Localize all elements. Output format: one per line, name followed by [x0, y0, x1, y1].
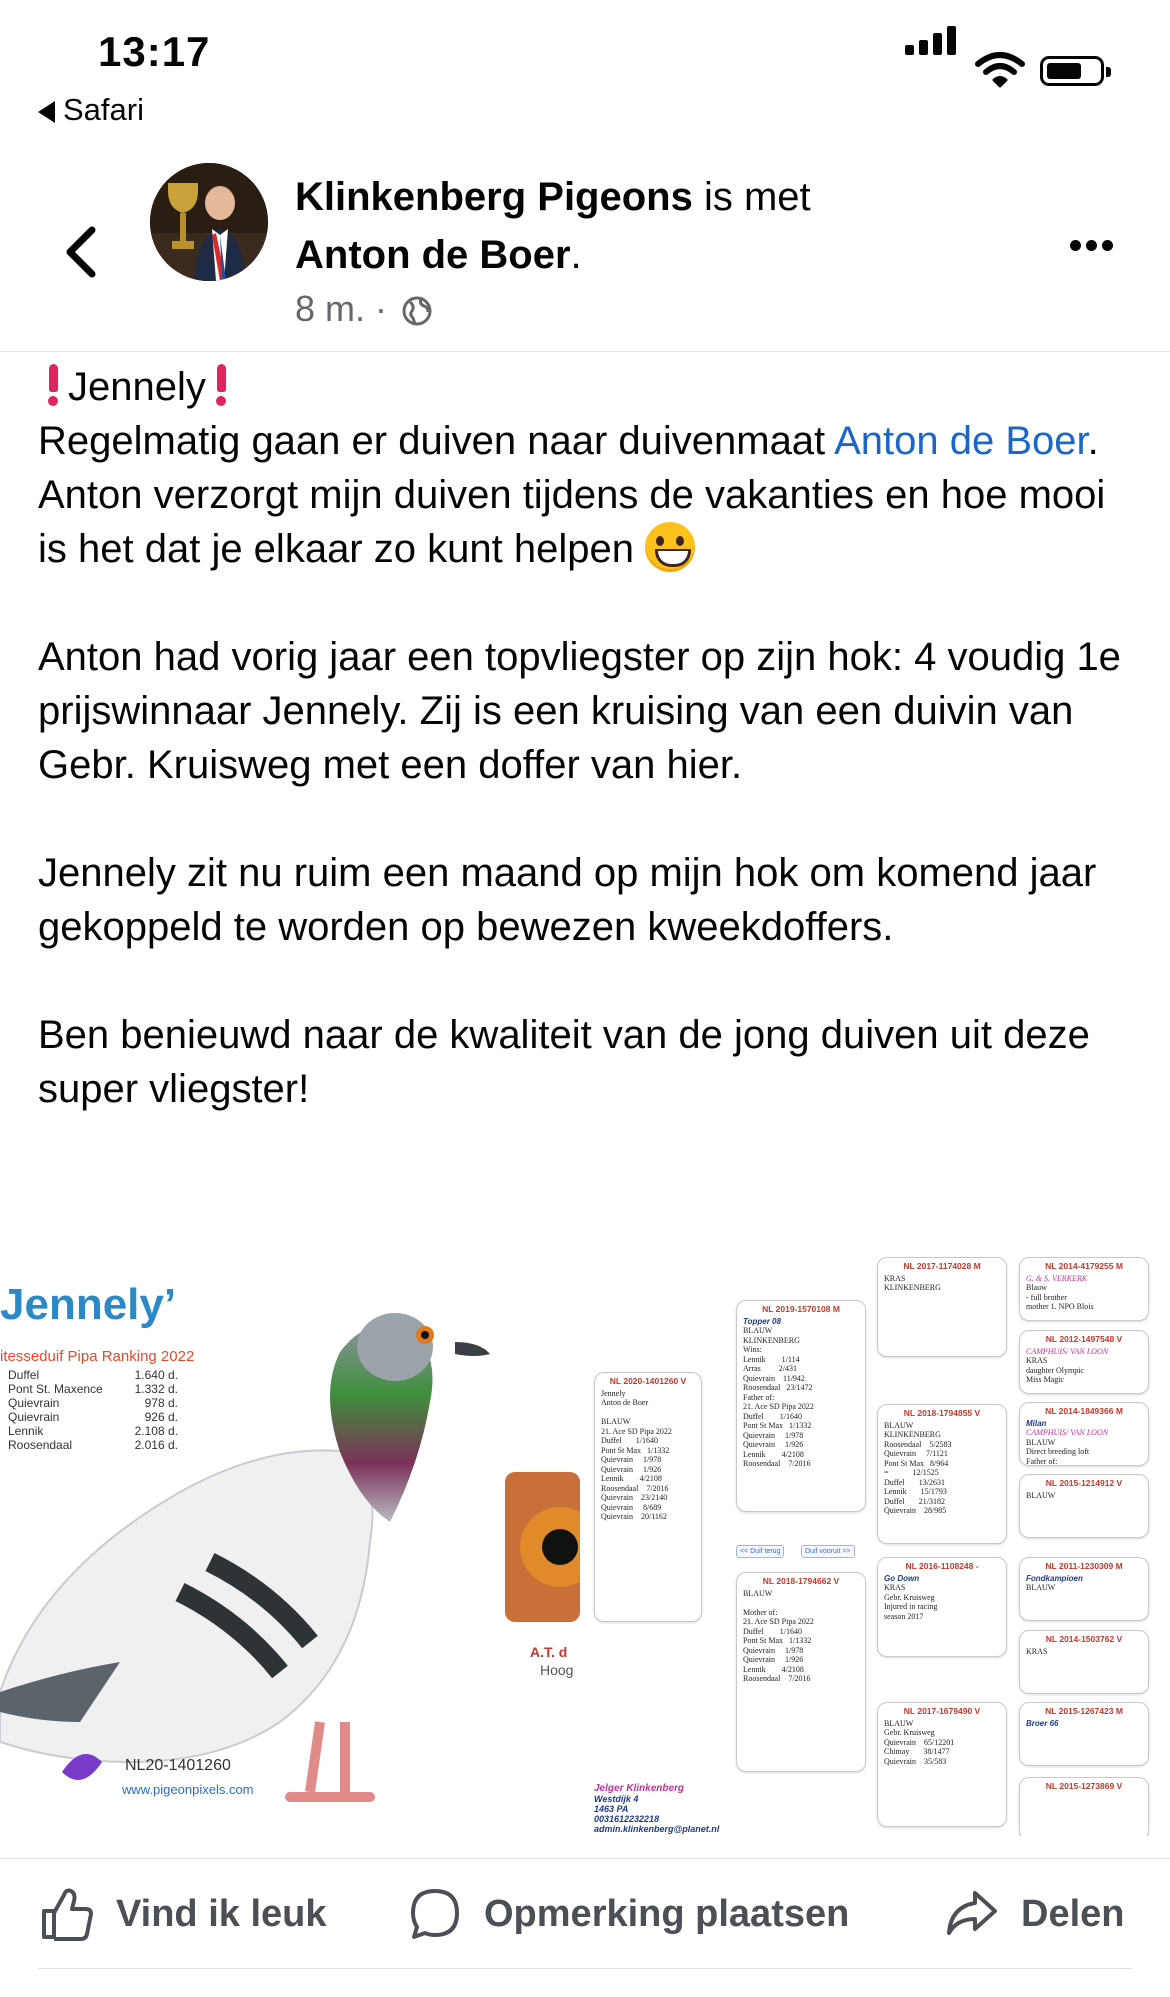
pedigree-card-subject: NL 2020-1401260 V Jennely Anton de Boer BLAUW 21. Ace SD Pipa 2022 Duffel 1/1640 Pont St Max 1/1332 Quievrain 1/978 Quievrain 1/926 Lennik 4/2108 Roosendaal 7/2016 Quievrain 23/2140 Quievrain 8/689 Quievrain 20/1162 — [594, 1372, 702, 1622]
previous-pigeon-button[interactable]: << Duif terug — [736, 1545, 784, 1558]
more-options-button[interactable] — [1070, 238, 1118, 256]
stat-row: Lennik 2.108 d. — [8, 1424, 178, 1438]
paragraph-1 — [38, 414, 1138, 576]
post-title — [295, 168, 895, 284]
like-label: Vind ik leuk — [116, 1892, 327, 1935]
post-heading — [38, 360, 1138, 414]
pedigree-card-grandfather-1: NL 2017-1174028 M KRAS KLINKENBERG — [877, 1257, 1007, 1357]
meta-separator: · — [375, 288, 388, 329]
thumbs-up-icon — [38, 1885, 96, 1943]
heading-text: Jennely — [68, 365, 206, 409]
share-button[interactable] — [943, 1859, 1124, 1969]
next-pigeon-button[interactable]: Duif vooruit >> — [801, 1545, 855, 1558]
pedigree-card-ancestor: NL 2012-1497548 V CAMPHUIS/ VAN LOON KRAS daughter Olympic Miss Magic — [1019, 1330, 1149, 1394]
paragraph-4: Ben benieuwd naar de kwaliteit van de jong duiven uit deze super vliegster! — [38, 1013, 1090, 1111]
tagged-suffix: . — [570, 233, 582, 277]
p1-text-b: . Anton verzorgt mijn duiven tijdens de vakanties en hoe mooi is het dat je elkaar zo kunt helpen — [38, 419, 1106, 571]
ring-number: NL20-1401260 — [125, 1757, 231, 1774]
back-chevron-icon[interactable] — [60, 222, 100, 282]
wifi-icon — [975, 52, 1025, 88]
comment-label: Opmerking plaatsen — [484, 1892, 850, 1935]
back-app-label: Safari — [63, 92, 144, 127]
post-time[interactable]: 8 m. — [295, 288, 366, 329]
pedigree-card-father: NL 2019-1570108 M Topper 08 BLAUW KLINKENBERG Wins: Lennik 1/114 Arras 2/431 Quievrain 11/942 Roosendaal 23/1472 Father of: 21. Ace SD Pipa 2022 Duffel 1/1640 Pont St Max 1/1332 Quievrain 1/978 Quievrain 1/926 Lennik 4/2108 Roosendaal 7/2016 — [736, 1300, 866, 1512]
author-avatar[interactable] — [150, 163, 268, 281]
pigeon-name: Jennely’ — [0, 1280, 177, 1329]
share-label: Delen — [1021, 1892, 1125, 1935]
globe-icon — [401, 295, 433, 327]
mention-link[interactable]: Anton de Boer — [834, 419, 1088, 463]
header-divider — [0, 351, 1170, 352]
like-button[interactable] — [38, 1859, 326, 1969]
post-actions — [0, 1858, 1170, 1969]
red-exclamation-icon — [46, 362, 60, 406]
paragraph-3: Jennely zit nu ruim een maand op mijn hok om komend jaar gekoppeld te worden op bewezen kweekdoffers. — [38, 851, 1097, 949]
pedigree-image[interactable] — [591, 1252, 1170, 1836]
tagged-name[interactable]: Anton de Boer — [295, 233, 571, 277]
pedigree-card-ancestor: NL 2014-1503762 V KRAS — [1019, 1630, 1149, 1694]
author-name[interactable]: Klinkenberg Pigeons — [295, 175, 693, 219]
pedigree-card-ancestor: NL 2015-1214912 V BLAUW — [1019, 1474, 1149, 1538]
battery-icon — [1040, 56, 1104, 86]
stat-row: Quievrain 978 d. — [8, 1396, 178, 1410]
with-text: is met — [703, 175, 811, 219]
dot-icon — [1070, 240, 1081, 251]
pigeon-subtitle: itesseduif Pipa Ranking 2022 — [0, 1348, 195, 1365]
pedigree-card-mother: NL 2018-1794662 V BLAUW Mother of: 21. Ace SD Pipa 2022 Duffel 1/1640 Pont St Max 1/1332 Quievrain 1/978 Quievrain 1/926 Lennik 4/2108 Roosendaal 7/2016 — [736, 1572, 866, 1772]
pigeon-illustration — [0, 1252, 580, 1836]
stat-row: Roosendaal 2.016 d. — [8, 1438, 178, 1452]
pedigree-card-ancestor: NL 2014-4179255 M G. & S. VERKERK Blauw - full brother mother 1. NPO Blois — [1019, 1257, 1149, 1321]
post-header — [0, 150, 1170, 350]
comment-bubble-icon — [406, 1885, 464, 1943]
paragraph-2: Anton had vorig jaar een topvliegster op zijn hok: 4 voudig 1e prijswinnaar Jennely. Zij is een kruising van een duivin van Gebr. Kruisweg met een doffer van hier. — [38, 635, 1121, 787]
share-arrow-icon — [943, 1885, 1001, 1943]
red-exclamation-icon — [214, 362, 228, 406]
avatar-photo — [150, 163, 268, 281]
pedigree-card-ancestor: NL 2011-1230309 M Fondkampioen BLAUW — [1019, 1557, 1149, 1621]
back-to-safari[interactable] — [38, 92, 144, 128]
pigeon-photo[interactable] — [0, 1252, 580, 1836]
clock: 13:17 — [98, 28, 211, 75]
stat-row: Quievrain 926 d. — [8, 1410, 178, 1424]
post-images — [0, 1252, 1170, 1836]
pedigree-card-grandmother-1: NL 2018-1794855 V BLAUW KLINKENBERG Roosendaal 5/2583 Quievrain 7/1121 Pont St Max 8/964 = 12/1525 Duffel 13/2631 Lennik 15/1793 Duffel 21/3182 Quievrain 28/985 — [877, 1404, 1007, 1544]
comment-button[interactable] — [406, 1859, 849, 1969]
breeder-contact: Jelger Klinkenberg Westdijk 4 1463 PA 0031612232218 admin.klinkenberg@planet.nl — [594, 1783, 720, 1834]
pedigree-card-ancestor: NL 2015-1273869 V — [1019, 1777, 1149, 1836]
pedigree-card-ancestor: NL 2014-1849366 M Milan CAMPHUIS/ VAN LOON BLAUW Direct breeding loft Father of: — [1019, 1402, 1149, 1466]
stat-row: Pont St. Maxence 1.332 d. — [8, 1382, 178, 1396]
dot-icon — [1102, 240, 1113, 251]
status-bar — [0, 0, 1170, 140]
post-meta — [295, 288, 433, 330]
grinning-smile-emoji-icon — [645, 522, 695, 572]
pedigree-card-ancestor: NL 2015-1267423 M Broer 66 — [1019, 1702, 1149, 1766]
pedigree-card-grandfather-2: NL 2016-1108248 - Go Down KRAS Gebr. Kruisweg Injured in racing season 2017 — [877, 1557, 1007, 1657]
post-body — [38, 360, 1138, 1116]
pedigree-card-grandmother-2: NL 2017-1679490 V BLAUW Gebr. Kruisweg Quievrain 65/12201 Chimay 38/1477 Quievrain 35/583 — [877, 1702, 1007, 1827]
website-text: www.pigeonpixels.com — [122, 1782, 254, 1797]
owner-text-a: A.T. d — [530, 1644, 568, 1660]
back-triangle-icon — [38, 101, 55, 123]
p1-text-a: Regelmatig gaan er duiven naar duivenmaat — [38, 419, 835, 463]
dot-icon — [1086, 240, 1097, 251]
owner-text-b: Hoog — [540, 1662, 574, 1678]
stat-row: Duffel 1.640 d. — [8, 1368, 178, 1382]
